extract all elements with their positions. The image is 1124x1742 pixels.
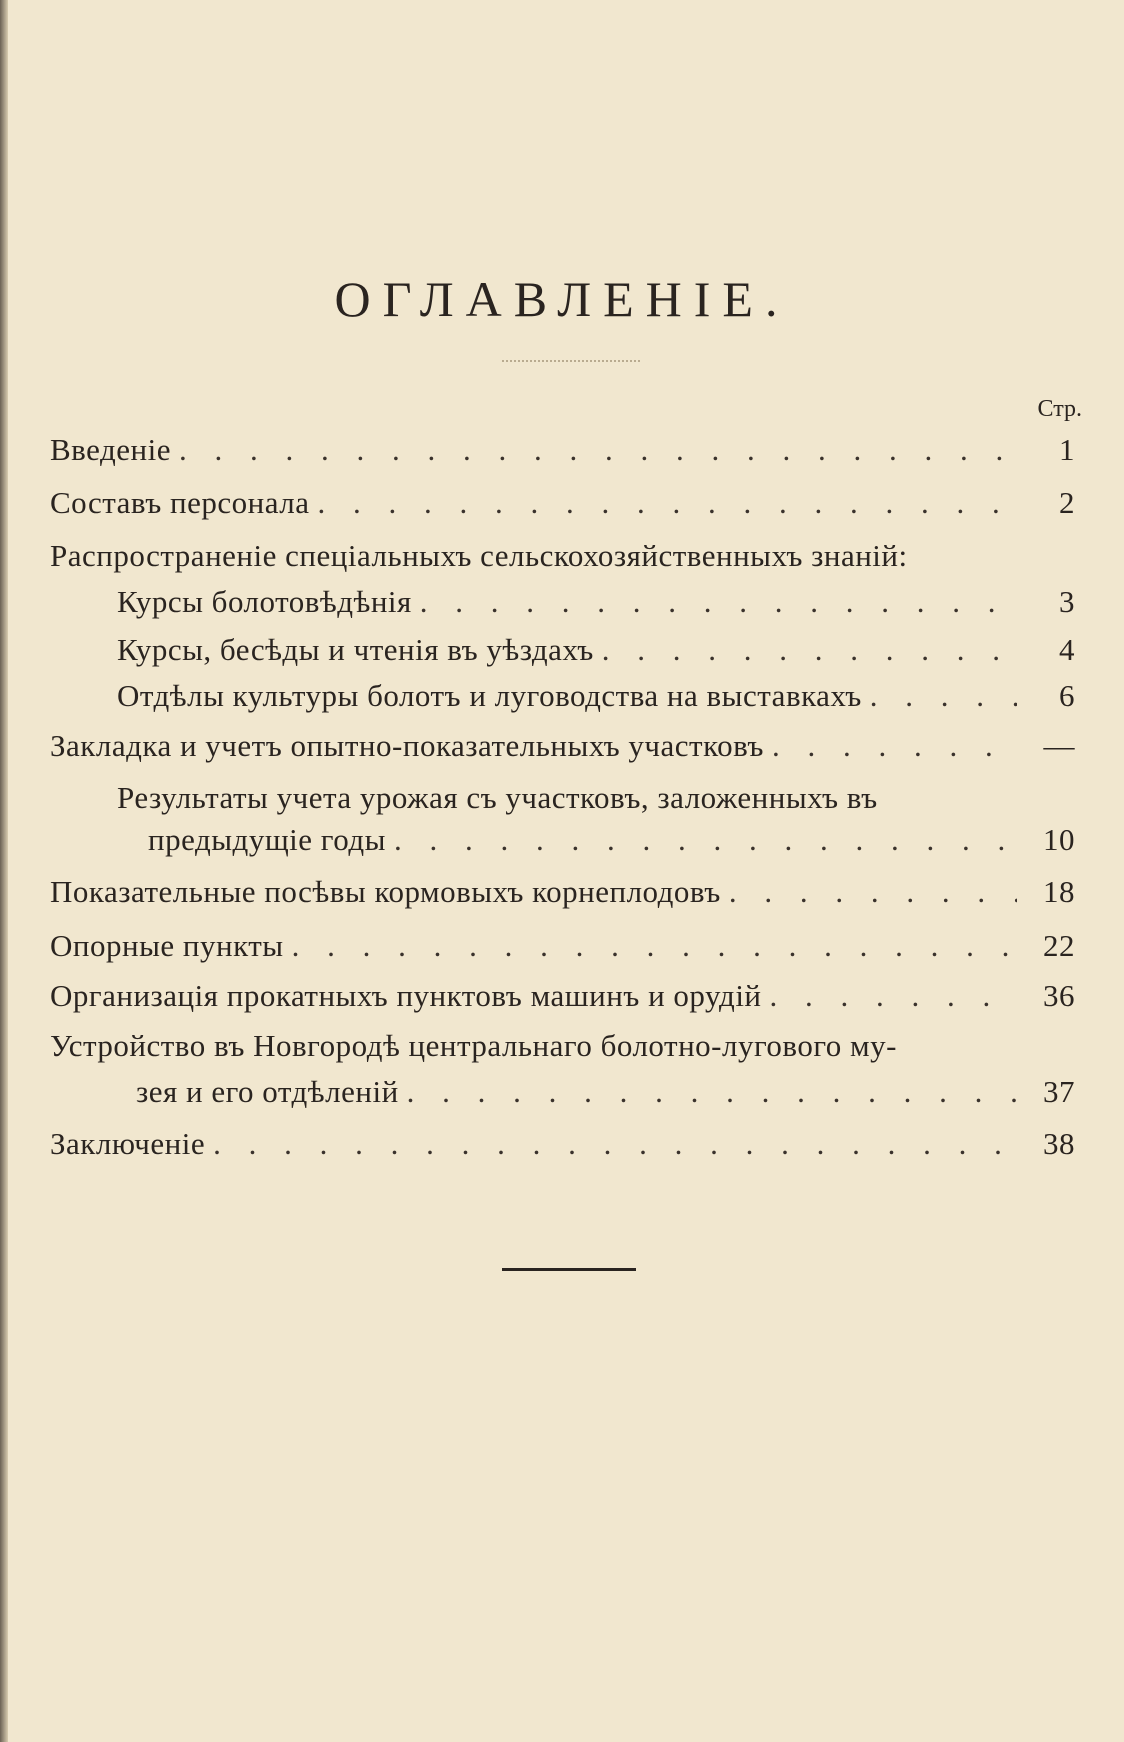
leader-dots	[870, 678, 1017, 714]
toc-label: зея и его отдѣленiй	[136, 1074, 399, 1109]
toc-page: 3	[1059, 584, 1075, 619]
page-edge	[0, 0, 8, 1742]
toc-page: —	[1043, 728, 1075, 763]
leader-dots	[292, 928, 1017, 964]
toc-entry[interactable]	[50, 928, 1075, 964]
toc-label: Введенiе	[50, 432, 171, 467]
toc-entry[interactable]	[50, 874, 1075, 910]
leader-dots	[394, 822, 1017, 858]
toc-entry[interactable]	[50, 978, 1075, 1014]
toc-entry[interactable]	[50, 485, 1075, 521]
toc-page: 18	[1043, 874, 1075, 909]
toc-entry[interactable]	[50, 1126, 1075, 1162]
toc-label: Показательные посѣвы кормовыхъ корнеплодовъ	[50, 874, 721, 909]
toc-page: 10	[1043, 822, 1075, 857]
toc-entry-line1[interactable]	[50, 1028, 1075, 1064]
toc-page: 6	[1059, 678, 1075, 713]
toc-label: Устройство въ Новгородѣ центральнаго болотно-лугового му-	[50, 1028, 897, 1063]
toc-page: 22	[1043, 928, 1075, 963]
page-column-label: Стр.	[1037, 396, 1082, 422]
toc-section-heading	[50, 538, 1075, 574]
toc-page: 38	[1043, 1126, 1075, 1161]
toc-page: 1	[1059, 432, 1075, 467]
page-title: ОГЛАВЛЕНIЕ.	[334, 270, 790, 327]
toc-page: 4	[1059, 632, 1075, 667]
toc-label: Заключенiе	[50, 1126, 206, 1161]
toc-entry[interactable]	[117, 584, 1075, 620]
toc-page: 2	[1059, 485, 1075, 520]
toc-entry[interactable]	[50, 432, 1075, 468]
toc-label: предыдущiе годы	[148, 822, 386, 857]
leader-dots	[318, 485, 1018, 521]
toc-label: Составъ персонала	[50, 485, 310, 520]
toc-page: 37	[1043, 1074, 1075, 1109]
toc-entry[interactable]	[50, 728, 1075, 764]
toc-label: Курсы, бесѣды и чтенiя въ уѣздахъ	[117, 632, 594, 667]
toc-page: 36	[1043, 978, 1075, 1013]
toc-label: Распространенiе спецiальныхъ сельскохозяйственныхъ знанiй:	[50, 538, 908, 573]
toc-label: Отдѣлы культуры болотъ и луговодства на выставкахъ	[117, 678, 862, 713]
toc-entry[interactable]	[117, 678, 1075, 714]
leader-dots	[407, 1074, 1017, 1110]
title-ornament	[502, 360, 640, 366]
toc-label: Результаты учета урожая съ участковъ, заложенныхъ въ	[117, 780, 878, 815]
toc-entry[interactable]	[136, 1074, 1075, 1110]
leader-dots	[770, 978, 1017, 1014]
toc-label: Курсы болотовѣдѣнiя	[117, 584, 412, 619]
leader-dots	[772, 728, 1017, 764]
toc-label: Организацiя прокатныхъ пунктовъ машинъ и орудiй	[50, 978, 762, 1013]
leader-dots	[179, 432, 1017, 468]
toc-entry[interactable]	[148, 822, 1075, 858]
closing-rule	[502, 1268, 636, 1271]
leader-dots	[213, 1126, 1017, 1162]
toc-label: Опорные пункты	[50, 928, 284, 963]
toc-entry-line1[interactable]	[117, 780, 1075, 816]
leader-dots	[420, 584, 1017, 620]
leader-dots	[729, 874, 1017, 910]
toc-label: Закладка и учетъ опытно-показательныхъ участковъ	[50, 728, 764, 763]
toc-entry[interactable]	[117, 632, 1075, 668]
leader-dots	[602, 632, 1017, 668]
